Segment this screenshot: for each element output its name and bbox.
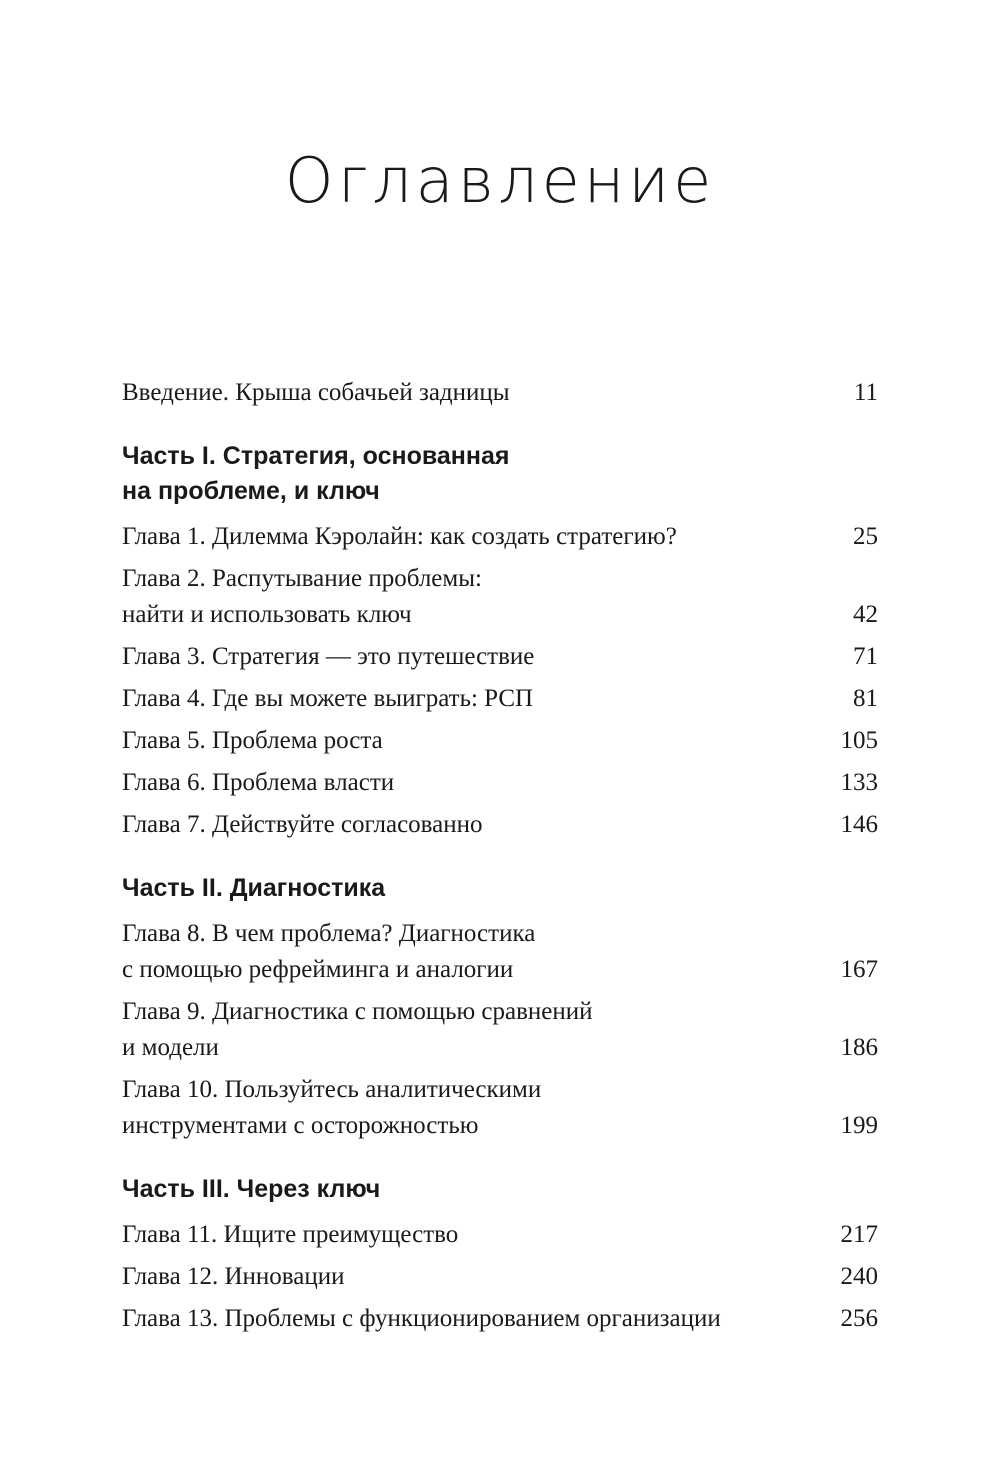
toc-entry-chapter[interactable] [122,1259,878,1295]
entry-title [122,994,841,1066]
toc-entry-chapter[interactable] [122,681,878,717]
entry-title-line: Глава 9. Диагностика с помощью сравнений [122,998,593,1025]
entry-title-line: найти и использовать ключ [122,601,412,628]
entry-title [122,639,853,675]
entry-page-number: 186 [840,1034,878,1061]
toc-entry-intro[interactable] [122,375,878,411]
entry-title [122,561,853,633]
entry-title [122,1301,841,1337]
toc-entry-chapter[interactable] [122,807,878,843]
entry-title [122,1217,841,1253]
toc-entry-chapter[interactable] [122,519,878,555]
toc-entry-chapter[interactable] [122,1072,878,1144]
entry-page-number: 71 [853,643,878,670]
toc-entry-chapter[interactable] [122,994,878,1066]
entry-title [122,723,841,759]
entry-title-line: Глава 10. Пользуйтесь аналитическими [122,1076,542,1103]
part-heading-line: Часть I. Стратегия, основанная [122,442,510,470]
toc-entry-chapter[interactable] [122,639,878,675]
entry-page-number: 167 [840,956,878,983]
entry-title-line: Глава 11. Ищите преимущество [122,1221,459,1248]
entry-page-number: 105 [840,727,878,754]
entry-page-number: 146 [840,811,878,838]
entry-title [122,519,853,555]
toc-entry-chapter[interactable] [122,765,878,801]
entry-page-number: 11 [853,379,878,406]
toc-entry-chapter[interactable] [122,1301,878,1337]
table-of-contents [122,375,878,1343]
entry-title-line: и модели [122,1034,219,1061]
toc-entry-chapter[interactable] [122,916,878,988]
entry-title-line: Глава 5. Проблема роста [122,727,383,754]
toc-entry-chapter[interactable] [122,723,878,759]
part-heading-line: Часть III. Через ключ [122,1175,381,1203]
entry-title [122,765,841,801]
entry-title-line: с помощью рефрейминга и аналогии [122,956,514,983]
parts-list [122,439,878,1337]
entry-page-number: 240 [840,1263,878,1290]
entry-page-number: 133 [840,769,878,796]
entry-title [122,807,841,843]
page-title: Оглавление [284,144,716,217]
entry-title-line: Глава 7. Действуйте согласованно [122,811,483,838]
entry-page-number: 199 [840,1112,878,1139]
part-heading-line: Часть II. Диагностика [122,874,386,902]
toc-entry-chapter[interactable] [122,561,878,633]
entry-title-line: Глава 8. В чем проблема? Диагностика [122,920,536,947]
entry-page-number: 217 [840,1221,878,1248]
part-heading[interactable] [122,1172,878,1207]
entry-title-line: Глава 1. Дилемма Кэролайн: как создать стратегию? [122,523,677,550]
entry-page-number: 81 [853,685,878,712]
entry-title-line: Глава 13. Проблемы с функционированием организации [122,1305,721,1332]
entry-page-number: 42 [853,601,878,628]
entry-page-number: 256 [840,1305,878,1332]
entry-title-line: инструментами с осторожностью [122,1112,479,1139]
entry-title [122,916,841,988]
entry-title-line: Глава 4. Где вы можете выиграть: РСП [122,685,534,712]
part-heading[interactable] [122,439,878,509]
entry-page-number: 25 [853,523,878,550]
entry-title [122,1072,841,1144]
entry-title [122,681,853,717]
part-heading[interactable] [122,871,878,906]
entry-title [122,1259,841,1295]
entry-title-line: Глава 6. Проблема власти [122,769,395,796]
entry-title: Введение. Крыша собачьей задницы [122,379,510,406]
entry-title-line: Глава 3. Стратегия — это путешествие [122,643,535,670]
toc-entry-chapter[interactable] [122,1217,878,1253]
entry-title-line: Глава 12. Инновации [122,1263,345,1290]
entry-title-line: Глава 2. Распутывание проблемы: [122,565,482,592]
part-heading-line: на проблеме, и ключ [122,477,380,505]
